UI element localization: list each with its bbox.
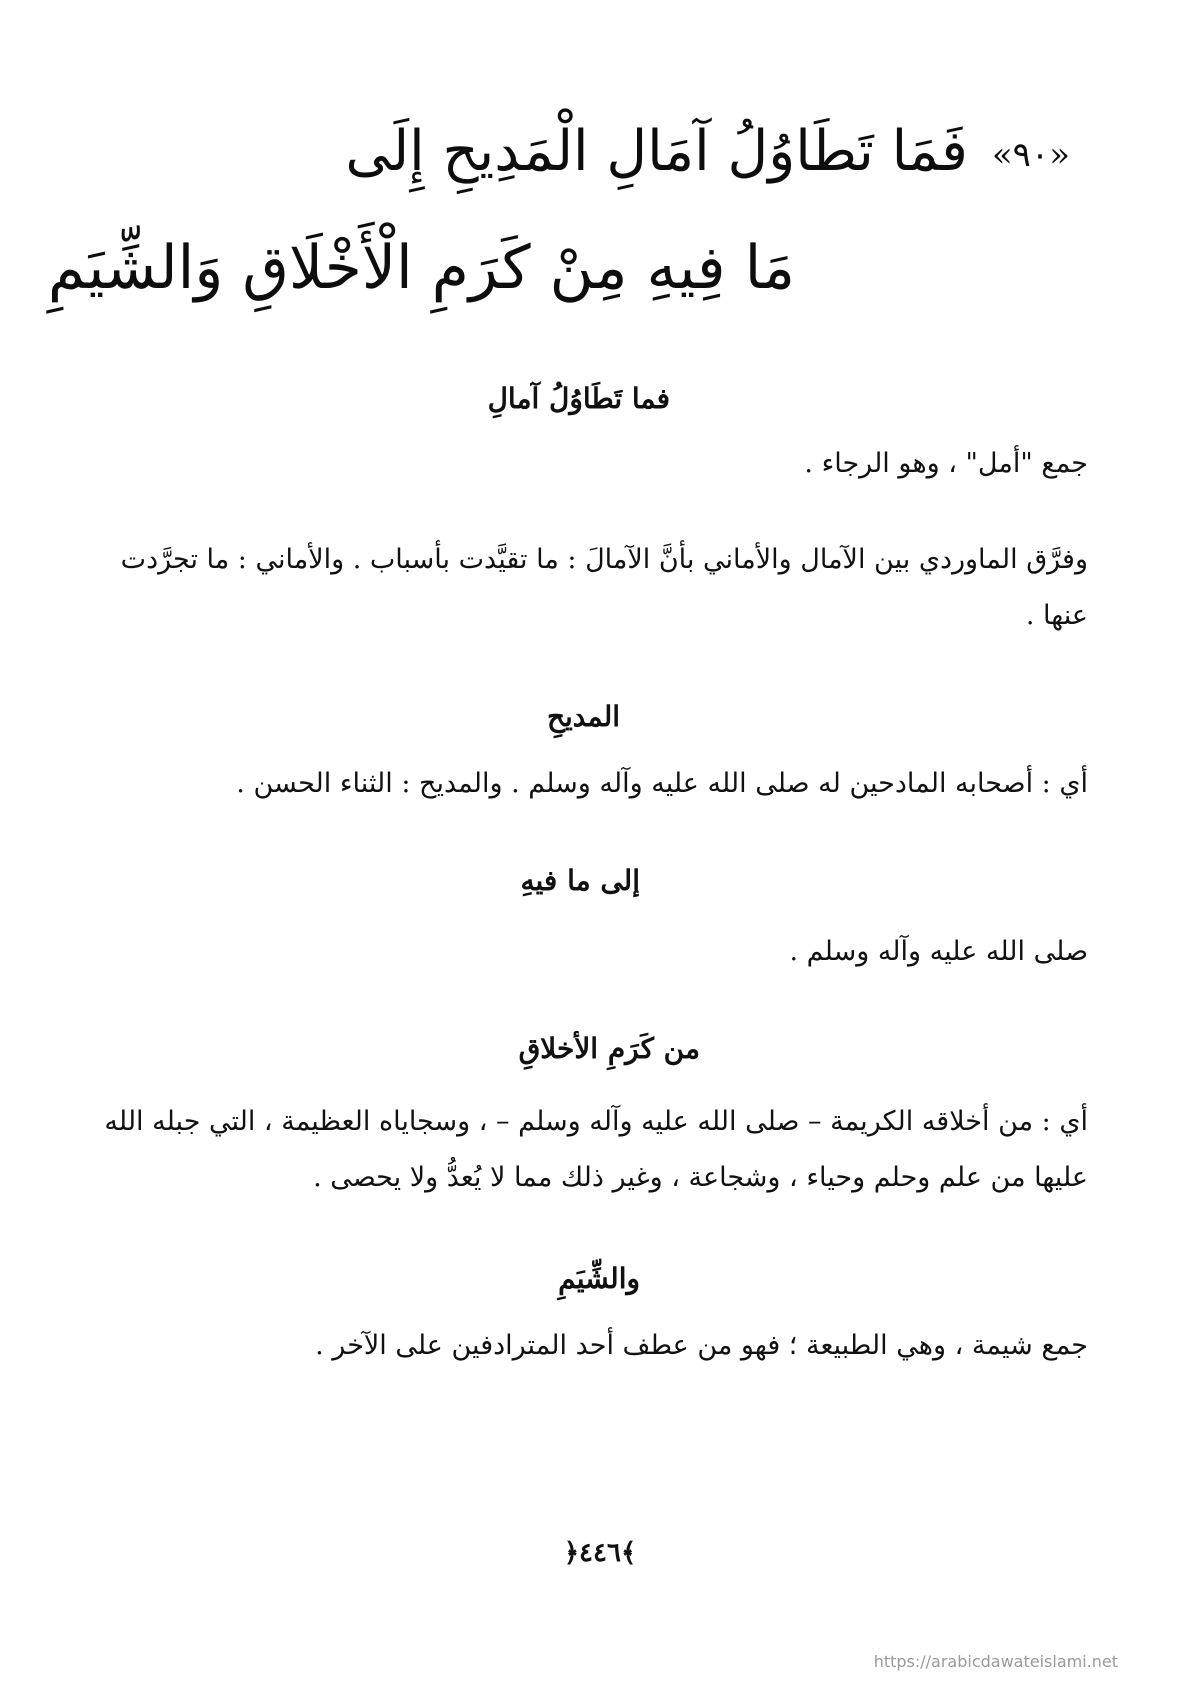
paragraph-madih: أي : أصحابه المادحين له صلى الله عليه وآله وسلم . والمديح : الثناء الحسن . [236, 768, 1088, 799]
source-watermark: https://arabicdawateislami.net [873, 1652, 1118, 1671]
section-heading-ila-ma-fihi: إلى ما فيهِ [520, 864, 640, 897]
verse-line-1-text: فَمَا تَطَاوُلُ آمَالِ الْمَدِيحِ إِلَى [345, 119, 968, 184]
paragraph-karam-al-akhlaq: أي : من أخلاقه الكريمة – صلى الله عليه وآله وسلم – ، وسجاياه العظيمة ، التي جبله الله عليها من علم وحلم وحياء ، وشجاعة ، وغير ذلك مما لا يُعدُّ ولا يحصى . [104, 1106, 1088, 1193]
paragraph-amal-definition: جمع "أمل" ، وهو الرجاء . [804, 448, 1088, 479]
verse-line-2: مَا فِيهِ مِنْ كَرَمِ الْأَخْلَاقِ وَالشِّيَمِ [47, 233, 795, 303]
verse-number: «٩٠» [991, 135, 1070, 176]
section-heading-amal: فما تَطَاوُلُ آمالِ [487, 382, 670, 415]
section-heading-madih: المديحِ [546, 700, 620, 733]
paragraph-mawardi-distinction: وفرَّق الماوردي بين الآمال والأماني بأنَّ الآمالَ : ما تقيَّدت بأسباب . والأماني : ما تجرَّدت عنها . [120, 544, 1088, 631]
page-number: ﴿٤٤٦﴾ [563, 1538, 637, 1568]
section-heading-shiyam: والشِّيَمِ [558, 1262, 640, 1295]
verse-line-1 [345, 118, 1070, 185]
section-heading-karam-al-akhlaq: من كَرَمِ الأخلاقِ [518, 1032, 700, 1065]
paragraph-ila-ma-fihi: صلى الله عليه وآله وسلم . [789, 936, 1088, 967]
paragraph-shiyam: جمع شيمة ، وهي الطبيعة ؛ فهو من عطف أحد المترادفين على الآخر . [315, 1330, 1088, 1361]
